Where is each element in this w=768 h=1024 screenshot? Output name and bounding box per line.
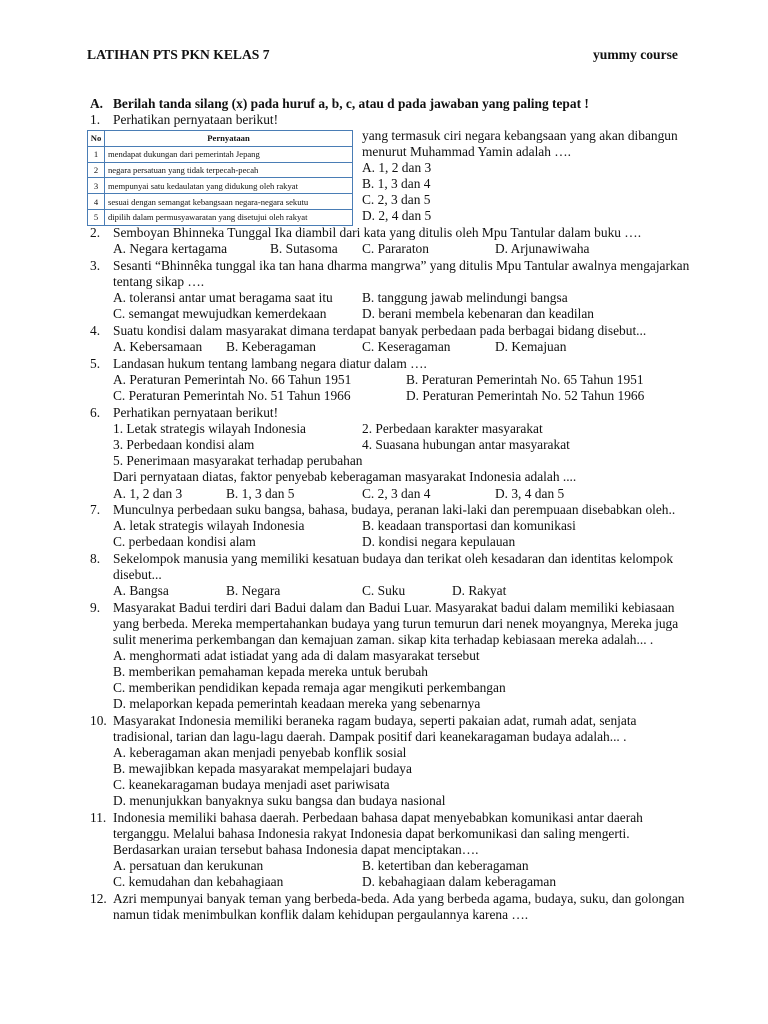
question-number: 6.	[90, 405, 101, 420]
question-number: 3.	[90, 258, 101, 273]
table-row	[88, 146, 353, 162]
table-cell-no: 1	[88, 146, 105, 162]
question-number: 9.	[90, 600, 101, 615]
answer-option[interactable]: C. 2, 3 dan 5	[362, 192, 431, 207]
table-row	[88, 162, 353, 178]
answer-option[interactable]: C. semangat mewujudkan kemerdekaan	[113, 306, 327, 321]
question-text: menurut Muhammad Yamin adalah ….	[362, 144, 572, 159]
question-stem: Semboyan Bhinneka Tunggal Ika diambil dari kata yang ditulis oleh Mpu Tantular dalam buku ….	[113, 225, 642, 240]
answer-option[interactable]: B. memberikan pemahaman kepada mereka untuk berubah	[113, 664, 428, 679]
answer-option[interactable]: D. Arjunawiwaha	[495, 241, 590, 256]
exam-title: LATIHAN PTS PKN KELAS 7	[87, 47, 270, 62]
answer-option[interactable]: A. 1, 2 dan 3	[362, 160, 432, 175]
answer-option[interactable]: B. 1, 3 dan 5	[226, 486, 295, 501]
answer-option[interactable]: D. melaporkan kepada pemerintah keadaan mereka yang sebenarnya	[113, 696, 481, 711]
table-cell-text: mendapat dukungan dari pemerintah Jepang	[105, 146, 353, 162]
section-letter: A.	[90, 96, 104, 111]
question-stem: Munculnya perbedaan suku bangsa, bahasa, budaya, peranan laki-laki dan perempuaan disebabkan oleh..	[113, 502, 676, 517]
answer-option[interactable]: B. Negara	[226, 583, 281, 598]
table-cell-text: mempunyai satu kedaulatan yang didukung oleh rakyat	[105, 178, 353, 194]
question-stem: sulit menerima perkembangan dan kemajuan zaman. sikap kita terhadap kebiasaan mereka adalah... .	[113, 632, 654, 647]
table-row	[88, 194, 353, 210]
question-stem: Perhatikan pernyataan berikut!	[113, 405, 279, 420]
table-row	[88, 178, 353, 194]
question-number: 1.	[90, 112, 101, 127]
question-stem: Azri mempunyai banyak teman yang berbeda-beda. Ada yang berbeda agama, budaya, suku, dan golongan	[113, 891, 685, 906]
question-stem: Perhatikan pernyataan berikut!	[113, 112, 279, 127]
answer-option[interactable]: B. mewajibkan kepada masyarakat mempelajari budaya	[113, 761, 412, 776]
question-stem: terganggu. Melalui bahasa Indonesia rakyat Indonesia dapat berkomunikasi dan saling mengerti.	[113, 826, 630, 841]
table-cell-no: 5	[88, 209, 105, 225]
answer-option[interactable]: D. kebahagiaan dalam keberagaman	[362, 874, 557, 889]
question-stem: Masyarakat Indonesia memiliki beraneka ragam budaya, seperti pakaian adat, rumah adat, senjata	[113, 713, 637, 728]
question-stem: Landasan hukum tentang lambang negara diatur dalam ….	[113, 356, 427, 371]
answer-option[interactable]: A. Negara kertagama	[113, 241, 228, 256]
answer-option[interactable]: D. Rakyat	[452, 583, 507, 598]
answer-option[interactable]: B. tanggung jawab melindungi bangsa	[362, 290, 568, 305]
question-number: 2.	[90, 225, 101, 240]
table-header-row	[88, 131, 353, 147]
table-cell-text: dipilih dalam permusyawaratan yang disetujui oleh rakyat	[105, 209, 353, 225]
question-number: 12.	[90, 891, 107, 906]
answer-option[interactable]: A. letak strategis wilayah Indonesia	[113, 518, 305, 533]
answer-option[interactable]: A. Bangsa	[113, 583, 169, 598]
question-stem: Sesanti “Bhinnêka tunggal ika tan hana dharma mangrwa” yang ditulis Mpu Tantular awalnya mengajarkan	[113, 258, 690, 273]
answer-option[interactable]: C. Peraturan Pemerintah No. 51 Tahun 1966	[113, 388, 351, 403]
question-stem: Berdasarkan uraian tersebut bahasa Indonesia dapat menciptakan….	[113, 842, 479, 857]
question-number: 5.	[90, 356, 101, 371]
question-stem: Masyarakat Badui terdiri dari Badui dalam dan Badui Luar. Masyarakat badui dalam memiliki kebiasaan	[113, 600, 675, 615]
statement-item: 1. Letak strategis wilayah Indonesia	[113, 421, 306, 436]
answer-option[interactable]: C. Suku	[362, 583, 406, 598]
section-instruction: Berilah tanda silang (x) pada huruf a, b, c, atau d pada jawaban yang paling tepat !	[113, 96, 589, 111]
answer-option[interactable]: B. Peraturan Pemerintah No. 65 Tahun 1951	[406, 372, 644, 387]
question-number: 10.	[90, 713, 107, 728]
table-cell-text: negara persatuan yang tidak terpecah-pecah	[105, 162, 353, 178]
table-cell-text: sesuai dengan semangat kebangsaan negara-negara sekutu	[105, 194, 353, 210]
answer-option[interactable]: B. Sutasoma	[270, 241, 338, 256]
table-header-no: No	[88, 131, 105, 147]
question-stem: Sekelompok manusia yang memiliki kesatuan budaya dan terikat oleh kesadaran dan identitas kelompok	[113, 551, 674, 566]
answer-option[interactable]: A. Peraturan Pemerintah No. 66 Tahun 1951	[113, 372, 352, 387]
answer-option[interactable]: D. 3, 4 dan 5	[495, 486, 565, 501]
question-stem: namun tidak menimbulkan konflik dalam kehidupan pergaulannya karena ….	[113, 907, 529, 922]
question-text: yang termasuk ciri negara kebangsaan yang akan dibangun	[362, 128, 678, 143]
statement-item: 5. Penerimaan masyarakat terhadap perubahan	[113, 453, 363, 468]
table-cell-no: 2	[88, 162, 105, 178]
answer-option[interactable]: D. Kemajuan	[495, 339, 567, 354]
answer-option[interactable]: A. persatuan dan kerukunan	[113, 858, 264, 873]
question-number: 4.	[90, 323, 101, 338]
question-stem: yang berbeda. Mereka mempertahankan budaya yang turun temurun dari nenek moyangnya, Mereka juga	[113, 616, 679, 631]
answer-option[interactable]: D. menunjukkan banyaknya suku bangsa dan budaya nasional	[113, 793, 446, 808]
answer-option[interactable]: D. berani membela kebenaran dan keadilan	[362, 306, 594, 321]
question-text: Dari pernyataan diatas, faktor penyebab keberagaman masyarakat Indonesia adalah ....	[113, 469, 577, 484]
answer-option[interactable]: D. Peraturan Pemerintah No. 52 Tahun 1966	[406, 388, 645, 403]
answer-option[interactable]: A. Kebersamaan	[113, 339, 203, 354]
answer-option[interactable]: A. keberagaman akan menjadi penyebab konflik sosial	[113, 745, 407, 760]
brand-name: yummy course	[593, 47, 678, 62]
question-number: 8.	[90, 551, 101, 566]
answer-option[interactable]: C. Pararaton	[362, 241, 429, 256]
question-number: 11.	[90, 810, 107, 825]
answer-option[interactable]: D. kondisi negara kepulauan	[362, 534, 516, 549]
table-header-statement: Pernyataan	[105, 131, 353, 147]
question-stem: Indonesia memiliki bahasa daerah. Perbedaan bahasa dapat menyebabkan komunikasi antar daerah	[113, 810, 643, 825]
answer-option[interactable]: C. Keseragaman	[362, 339, 451, 354]
answer-option[interactable]: B. keadaan transportasi dan komunikasi	[362, 518, 576, 533]
answer-option[interactable]: D. 2, 4 dan 5	[362, 208, 432, 223]
answer-option[interactable]: C. kemudahan dan kebahagiaan	[113, 874, 284, 889]
answer-option[interactable]: C. perbedaan kondisi alam	[113, 534, 256, 549]
answer-option[interactable]: A. toleransi antar umat beragama saat itu	[113, 290, 333, 305]
answer-option[interactable]: C. keanekaragaman budaya menjadi aset pariwisata	[113, 777, 390, 792]
table-row	[88, 209, 353, 225]
answer-option[interactable]: A. 1, 2 dan 3	[113, 486, 183, 501]
question-number: 7.	[90, 502, 101, 517]
answer-option[interactable]: C. memberikan pendidikan kepada remaja agar mengikuti perkembangan	[113, 680, 506, 695]
answer-option[interactable]: B. ketertiban dan keberagaman	[362, 858, 529, 873]
answer-option[interactable]: B. 1, 3 dan 4	[362, 176, 431, 191]
question-stem: disebut...	[113, 567, 162, 582]
statement-item: 3. Perbedaan kondisi alam	[113, 437, 255, 452]
answer-option[interactable]: B. Keberagaman	[226, 339, 316, 354]
answer-option[interactable]: A. menghormati adat istiadat yang ada di dalam masyarakat tersebut	[113, 648, 480, 663]
question-stem: Suatu kondisi dalam masyarakat dimana terdapat banyak perbedaan pada berbagai bidang disebut...	[113, 323, 647, 338]
statement-item: 2. Perbedaan karakter masyarakat	[362, 421, 543, 436]
answer-option[interactable]: C. 2, 3 dan 4	[362, 486, 431, 501]
question-stem: tentang sikap ….	[113, 274, 205, 289]
question-stem: tradisional, tarian dan lagu-lagu daerah. Dampak positif dari keanekaragaman budaya adalah... .	[113, 729, 627, 744]
statement-table	[87, 130, 353, 226]
statement-item: 4. Suasana hubungan antar masyarakat	[362, 437, 570, 452]
table-cell-no: 3	[88, 178, 105, 194]
table-cell-no: 4	[88, 194, 105, 210]
